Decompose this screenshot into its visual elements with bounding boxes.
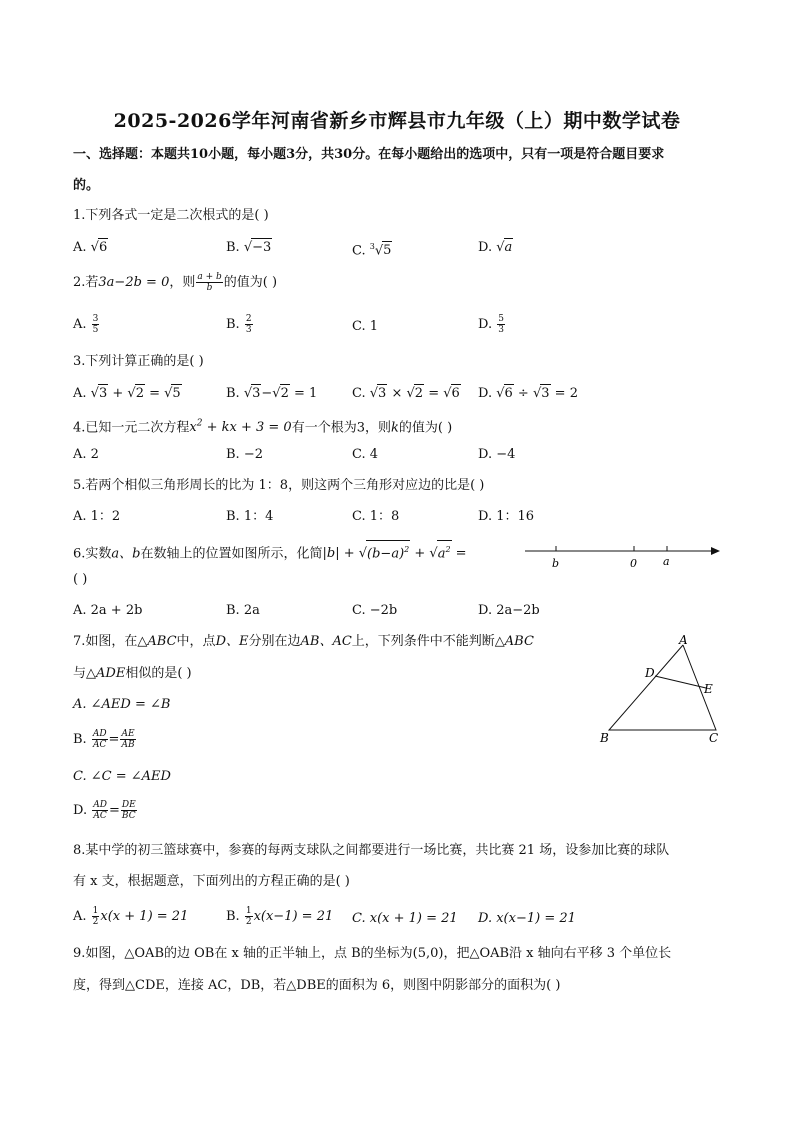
q1-option-a[interactable]: A. √6 [73, 240, 108, 255]
q5-option-d[interactable]: D. 1：16 [478, 509, 535, 524]
question-3: 3.下列计算正确的是( ) [73, 354, 204, 369]
q7-option-d[interactable]: D. $\frac{AD}{AC}$ = $\frac{DE}{BC}$ [73, 800, 136, 821]
q4-option-c[interactable]: C. 4 [352, 447, 379, 462]
section-header-cont: 的。 [73, 178, 100, 193]
question-2: 2.若3a−2b = 0，则 $\frac{a + b}{b}$ 的值为( ) [73, 272, 278, 293]
question-8: 8.某中学的初三篮球赛中，参赛的每两支球队之间都要进行一场比赛，共比赛 21 场，设参加比赛的球队 [73, 843, 670, 858]
q5-option-c[interactable]: C. 1：8 [352, 509, 400, 524]
axis-label-a: a [663, 555, 670, 568]
q6-option-d[interactable]: D. 2a−2b [478, 603, 540, 618]
question-9-cont: 度，得到△CDE，连接 AC，DB，若△DBE的面积为 6，则图中阴影部分的面积为( ) [73, 978, 561, 993]
q1-option-c[interactable]: C. $^3$√5 [352, 242, 392, 259]
q7-option-a[interactable]: A. ∠AED = ∠B [73, 697, 171, 712]
vertex-b: B [600, 731, 609, 745]
q8-option-b[interactable]: B. $\frac{1}{2}$ x(x−1) = 21 [226, 906, 334, 927]
q2-option-a[interactable]: A. $\frac{3}{5}$ [73, 314, 99, 335]
section-header: 一、选择题：本题共10小题，每小题3分，共30分。在每小题给出的选项中，只有一项是符合题目要求 [73, 147, 665, 162]
question-7: 7.如图，在△ABC中，点D、E分别在边AB、AC上，下列条件中不能判断△ABC [73, 634, 534, 649]
q5-option-a[interactable]: A. 1：2 [73, 509, 121, 524]
q6-option-a[interactable]: A. 2a + 2b [73, 603, 143, 618]
axis-label-b: b [552, 557, 560, 570]
q4-option-b[interactable]: B. −2 [226, 447, 263, 462]
q4-option-a[interactable]: A. 2 [73, 447, 99, 462]
q7-option-b[interactable]: B. $\frac{AD}{AC}$ = $\frac{AE}{AB}$ [73, 729, 135, 750]
number-line-figure [520, 540, 725, 572]
q8-option-d[interactable]: D. x(x−1) = 21 [478, 911, 576, 926]
q6-option-c[interactable]: C. −2b [352, 603, 398, 618]
vertex-e: E [704, 682, 713, 696]
question-4: 4.已知一元二次方程$x^2$ + kx + 3 = 0有一个根为3，则k的值为( ) [73, 419, 453, 436]
q2-option-b[interactable]: B. $\frac{2}{3}$ [226, 314, 252, 335]
q8-option-a[interactable]: A. $\frac{1}{2}$ x(x + 1) = 21 [73, 906, 189, 927]
q4-option-d[interactable]: D. −4 [478, 447, 516, 462]
q5-option-b[interactable]: B. 1：4 [226, 509, 274, 524]
q3-option-a[interactable]: A. √3 + √2 = √5 [73, 386, 181, 401]
question-5: 5.若两个相似三角形周长的比为 1：8，则这两个三角形对应边的比是( ) [73, 478, 485, 493]
q2-option-c[interactable]: C. 1 [352, 319, 379, 334]
q3-option-c[interactable]: C. √3 × √2 = √6 [352, 386, 460, 401]
question-8-cont: 有 x 支，根据题意，下面列出的方程正确的是( ) [73, 874, 350, 889]
axis-label-0: 0 [630, 557, 637, 570]
question-7-cont: 与△ADE相似的是( ) [73, 666, 192, 681]
q6-option-b[interactable]: B. 2a [226, 603, 260, 618]
q1-option-d[interactable]: D. √a [478, 240, 513, 255]
q1-option-b[interactable]: B. √−3 [226, 240, 272, 255]
q3-option-d[interactable]: D. √6 ÷ √3 = 2 [478, 386, 578, 401]
q2-option-d[interactable]: D. $\frac{5}{3}$ [478, 314, 504, 335]
q8-option-c[interactable]: C. x(x + 1) = 21 [352, 911, 458, 926]
q7-option-c[interactable]: C. ∠C = ∠AED [73, 769, 171, 784]
question-6: 6.实数a、b在数轴上的位置如图所示，化简$|b| + √(b-a)^2 + √a^2$ = [73, 540, 467, 563]
vertex-d: D [645, 666, 655, 680]
question-9: 9.如图，△OAB的边 OB在 x 轴的正半轴上，点 B的坐标为(5,0)，把△OAB沿 x 轴向右平移 3 个单位长 [73, 946, 672, 961]
vertex-c: C [709, 731, 719, 745]
q3-option-b[interactable]: B. √3−√2 = 1 [226, 386, 318, 401]
question-6-cont: ( ) [73, 572, 88, 587]
question-1: 1.下列各式一定是二次根式的是( ) [73, 208, 269, 223]
vertex-a: A [679, 633, 688, 647]
triangle-figure [595, 632, 725, 747]
page-title: 2025-2026学年河南省新乡市辉县市九年级（上）期中数学试卷 [113, 110, 681, 132]
